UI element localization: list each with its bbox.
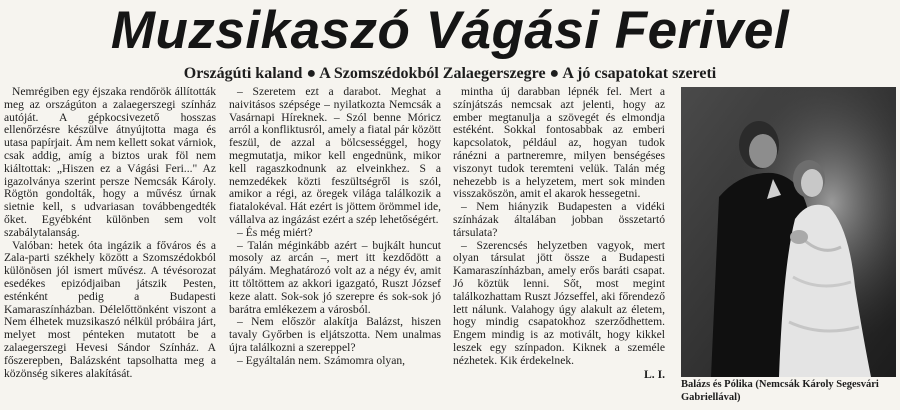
author-signature: L. I. — [644, 367, 665, 381]
paragraph: – Nem hiányzik Budapesten a vidéki színházak általában jobban összetartó társulata? — [453, 200, 665, 239]
paragraph: – Szerencsés helyzetben vagyok, mert olyan társulat jött össze a Budapesti Kamaraszínházban, amely erős baráti csapat. Jó köztük lenni. Sőt, most megint találkozhattam Ruszt Józseffel, aki főrendező lett nálunk. Valahogy úgy alakult az életem, hogy mindig csapatokhoz szerződhettem. Engem mindig is az motivált, hogy kikkel leszek egy színpadon. Kiknek a személe nézhetek. Kik érdekelnek. — [453, 238, 665, 367]
photo-caption: Balázs és Pólika (Nemcsák Károly Segesvári Gabriellával) — [681, 379, 879, 403]
headline: Muzsikaszó Vágási Ferivel — [110, 1, 790, 60]
paragraph: Nemrégiben egy éjszaka rendőrök állították meg az országúton a zalaegerszegi színház autóját. A gépkocsivezető hosszas ellenőrzésre készülve átnyújtotta maga és utasa papírjait. Ám nem kellett sokat várniok, csak addig, amíg a biztos urak föl nem kiáltottak: „Hiszen ez a Vágási Feri..." Az igazolványa szerint persze Nemcsák Károly. Rögtön gondolták, hogy a művész úrnak sietnie kell, s udvariasan továbbengedték őket. Egyébként különben sem volt szabálytalanság. — [4, 86, 216, 239]
paragraph: – Talán méginkább azért – bujkált huncut mosoly az arcán –, mert itt kezdődött a pályám. Meghatározó volt az a négy év, amit itt töltöttem az akkori igazgató, Ruszt József keze alatt. Sok-sok jó szerepre és sok-sok jó barátra emlékezem a városból. — [229, 238, 441, 316]
article-column-1 — [4, 86, 216, 408]
paragraph: Valóban: hetek óta ingázik a főváros és a Zala-parti székhely között a Szomszédokból különösen jól ismert művész. A tévésorozat esedékes epizódjaiban játszik Pesten, esténként pedig a Budapesti Kamaraszínházban. Délelőttönként viszont a Nem élhetek muzsikaszó nélkül próbáira járt, melyet most pénteken mutatott be a zalaegerszegi Hevesi Sándor Színház. A főszerepben, Balázsként tapsolhatta meg a közönség sikeres alakítását. — [4, 238, 216, 380]
paragraph: – Szeretem ezt a darabot. Meghat a naivitásos szépsége – nyilatkozta Nemcsák a Vasárnapi Híreknek. – Szól benne Móricz arról a konfliktusról, amely a fiatal pár között feszül, de azzal a bölcsességgel, hogy megmutatja, mikor kell engednünk, mikor kell ragaszkodnunk az elveinkhez. S a nemzedékek közti feszültségről is szól, amikor a régi, az öregek világa találkozik a fiatalokéval. Hát ezért is jöttem örömmel ide, vállalva az ingázást ezért a szép lehetőségért. — [229, 86, 441, 226]
article-column-2 — [229, 86, 441, 408]
subheadline: Országúti kaland ● A Szomszédokból Zalaegerszegre ● A jó csapatokat szereti — [183, 65, 717, 82]
paragraph: mintha új darabban lépnék fel. Mert a színjátszás nemcsak azt jelenti, hogy az ember megtanulja a szövegét és elmondja estéként. Sokkal fontosabbak az emberi kapcsolatok, például az, hogyan tudok ránézni a partneremre, milyen benségéses viszonyt tudok teremteni velük. Talán még nehezebb is a helyzetem, mert sok minden visszaköszön, amit el akarok hessegetni. — [453, 86, 665, 201]
paragraph: – Egyáltalán nem. Számomra olyan, — [237, 353, 406, 367]
stage-photo — [681, 87, 896, 377]
paragraph: – Nem először alakítja Balázst, hiszen tavaly Győrben is eljátszotta. Nem unalmas újra találkozni a szereppel? — [229, 315, 441, 354]
article-column-3 — [453, 86, 665, 408]
paragraph: – És még miért? — [237, 225, 313, 239]
photo-illustration — [681, 87, 896, 377]
